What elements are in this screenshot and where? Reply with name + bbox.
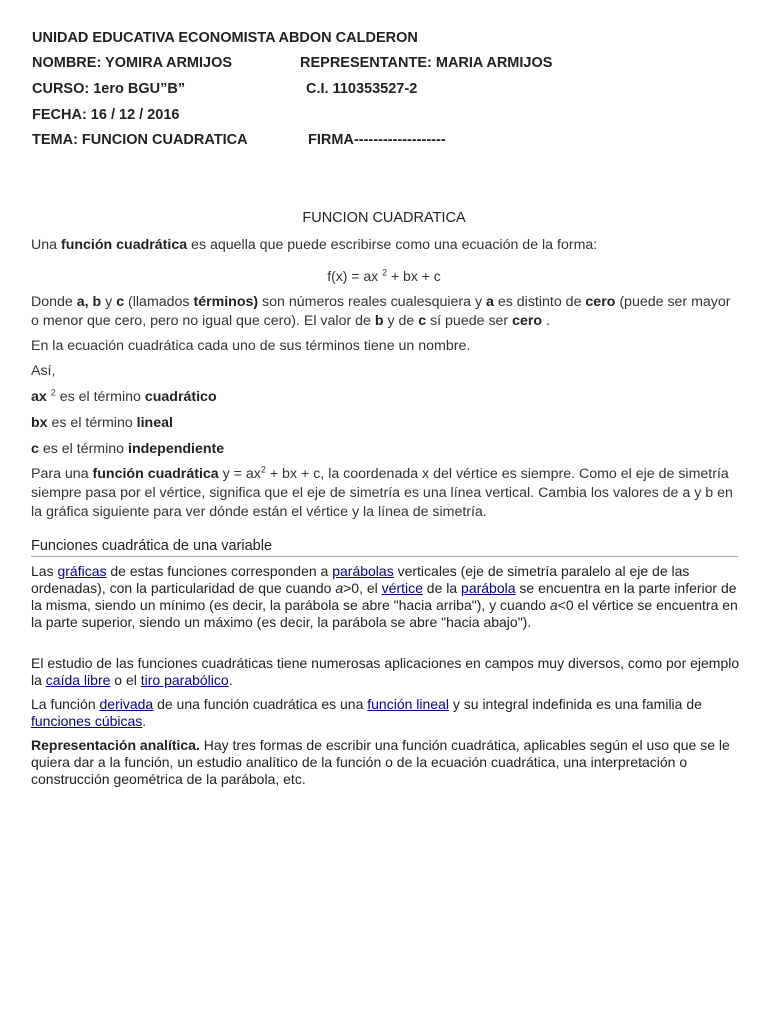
link-derivada[interactable]: derivada [99, 696, 154, 712]
derivada-paragraph: La función derivada de una función cuadrática es una función lineal y su integral indefinida es una familia de funciones cúbicas. [31, 696, 702, 729]
term-linear: bx es el término lineal [31, 415, 173, 431]
link-vertice[interactable]: vértice [381, 580, 423, 596]
intro-paragraph: Una función cuadrática es aquella que puede escribirse como una ecuación de la forma: [31, 237, 598, 253]
term-quadratic: ax $^2$ es el término cuadrático [31, 387, 217, 405]
school-name: UNIDAD EDUCATIVA ECONOMISTA ABDON CALDERON [32, 30, 418, 46]
link-tiro-parabolico[interactable]: tiro parabólico [140, 672, 229, 688]
link-funcion-lineal[interactable]: función lineal [367, 696, 449, 712]
graficas-paragraph: Las gráficas de estas funciones corresponden a parábolas verticales (eje de simetría paralelo al eje de las ordenadas), con la particularidad de que cuando a>0, el vértice de la parábola se encuentra en la parte inferior de la misma, siendo un mínimo (es decir, la parábola se abre "hacia arriba"), y cuando a<0 el vértice se encuentra en la parte superior, siendo un máximo (es decir, la parábola se abre "hacia abajo"). [31, 563, 738, 630]
link-caida-libre[interactable]: caída libre [45, 672, 111, 688]
estudio-paragraph: El estudio de las funciones cuadráticas tiene numerosas aplicaciones en campos muy diversos, como por ejemplo la caída libre o el tiro parabólico. [31, 655, 740, 688]
date: FECHA: 16 / 12 / 2016 [32, 107, 180, 123]
id-number: C.I. 110353527-2 [306, 81, 418, 97]
topic: TEMA: FUNCION CUADRATICA [32, 132, 248, 148]
donde-paragraph: Donde a, b y c (llamados términos) son números reales cualesquiera y a es distinto de cero (puede ser mayor o menor que cero, pero no igual que cero). El valor de b y de c sí puede ser cero . [31, 294, 731, 329]
link-graficas[interactable]: gráficas [57, 563, 107, 579]
terms-intro: En la ecuación cuadrática cada uno de sus términos tiene un nombre. [31, 338, 471, 354]
asi-text: Así, [31, 363, 56, 379]
document-title: FUNCION CUADRATICA [302, 210, 466, 226]
link-funciones-cubicas[interactable]: funciones cúbicas [31, 713, 143, 729]
signature-line: FIRMA------------------- [308, 132, 446, 148]
link-parabola[interactable]: parábola [461, 580, 516, 596]
link-parabolas[interactable]: parábolas [332, 563, 394, 579]
section-heading: Funciones cuadrática de una variable [31, 538, 273, 554]
term-independent: c es el término independiente [31, 441, 225, 457]
course: CURSO: 1ero BGU”B” [32, 81, 186, 97]
vertex-paragraph: Para una función cuadrática $y = ax^2$ + bx + c, la coordenada x del vértice es siempre. Como el eje de simetría siempre pasa por el vértice, significa que el eje de simetría es una línea vertical. Cambia los valores de a y b en la gráfica siguiente para ver dónde están el vértice y la línea de simetría. [31, 464, 733, 520]
quadratic-formula: f(x) = ax $^2$ + bx + c [327, 267, 441, 284]
student-name: NOMBRE: YOMIRA ARMIJOS [32, 55, 233, 71]
representative-name: REPRESENTANTE: MARIA ARMIJOS [300, 55, 553, 71]
section-divider [31, 556, 738, 557]
representacion-paragraph: Representación analítica. Hay tres formas de escribir una función cuadrática, aplicables según el uso que se le quiera dar a la función, un estudio analítico de la función o de la ecuación cuadrática, una interpretación o construcción geométrica de la parábola, etc. [31, 737, 730, 787]
